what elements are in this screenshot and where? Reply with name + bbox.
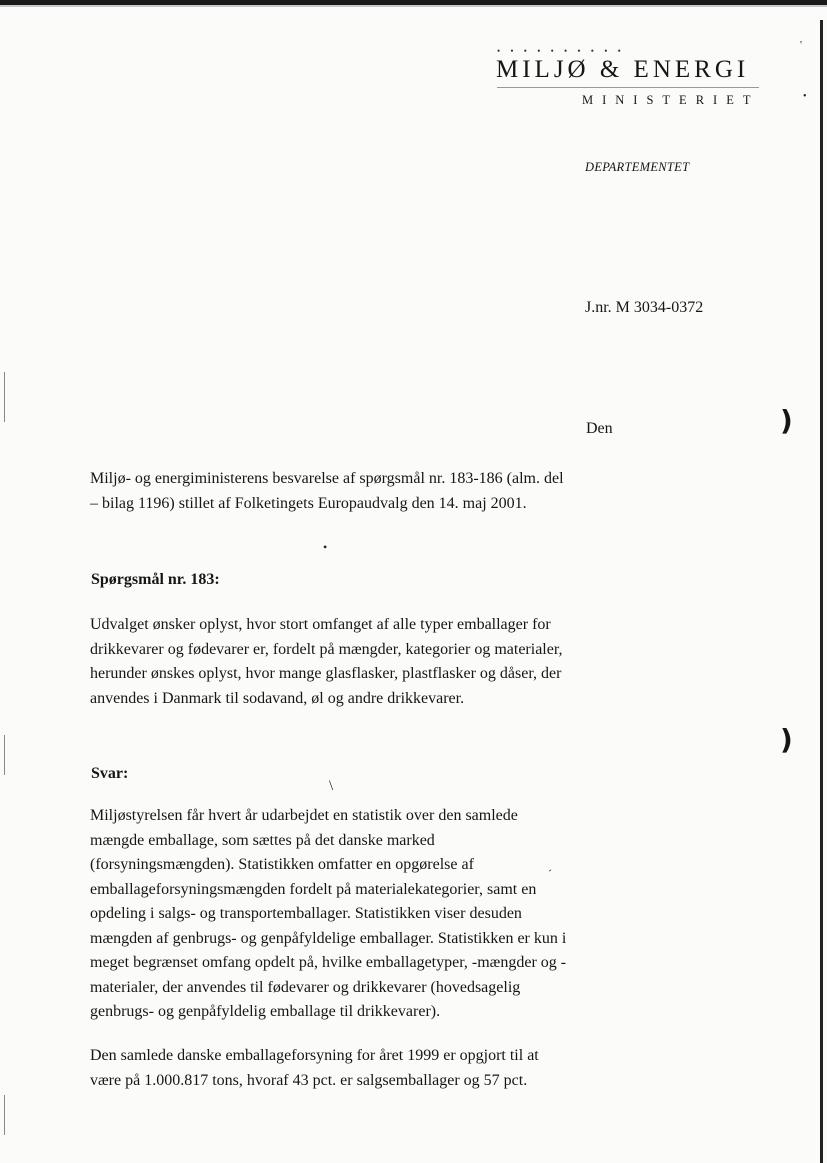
left-scan-mark [4,372,5,422]
question-paragraph: Udvalget ønsker oplyst, hvor stort omfanget af alle typer emballager for drikkevarer og fødevarer er, fordelt på mængder, kategorier og materialer, herunder ønskes oplyst, hvor mange glasflasker, plastflasker og dåser, der anvendes i Danmark til sodavand, øl og andre drikkevarer. [90,616,563,707]
scan-speck: ' [800,39,802,51]
date-label: Den [586,420,613,437]
ministry-logo-subtitle: MINISTERIET [582,93,760,107]
scan-speck: ´ [548,867,552,881]
scan-speck: \ [329,778,334,794]
top-border-shadow [0,5,827,7]
ministry-logo-title: MILJØ & ENERGI [496,56,750,83]
intro-paragraph: Miljø- og energiministerens besvarelse af spørgsmål nr. 183-186 (alm. del – bilag 1196) stillet af Folketingets Europaudvalg den 14. maj 2001. [90,470,564,512]
scan-speck: • [323,540,328,554]
left-scan-mark [4,735,5,775]
journal-number: J.nr. M 3034-0372 [585,299,704,316]
hole-punch-mark: ) [780,404,793,437]
left-scan-mark [4,1095,5,1135]
right-scan-edge [820,20,823,1163]
logo-divider [497,87,759,88]
answer-paragraph-2: Den samlede danske emballageforsyning for året 1999 er opgjort til at være på 1.000.817 tons, hvoraf 43 pct. er salgsemballager og 57 pct. [90,1047,539,1089]
answer-heading: Svar: [91,765,129,782]
answer-paragraph-1: Miljøstyrelsen får hvert år udarbejdet en statistik over den samlede mængde emballage, som sættes på det danske marked (forsyningsmængden). Statistikken omfatter en opgørelse af emballageforsyningsmængden fordelt på materialekategorier, samt en opdeling i salgs- og transportemballager. Statistikken viser desuden mængden af genbrugs- og genpåfyldelige emballager. Statistikken er kun i meget begrænset omfang opdelt på, hvilke emballagetyper, -mængder og -materialer, der anvendes til fødevarer og drikkevarer (hovedsagelig genbrugs- og genpåfyldelig emballage til drikkevarer). [90,807,567,1020]
department-label: DEPARTEMENTET [585,160,690,174]
logo-dots: • • • • • • • • • • [497,46,625,56]
hole-punch-mark: ) [780,723,793,756]
question-heading: Spørgsmål nr. 183: [91,571,220,588]
scan-speck: • [803,91,807,102]
